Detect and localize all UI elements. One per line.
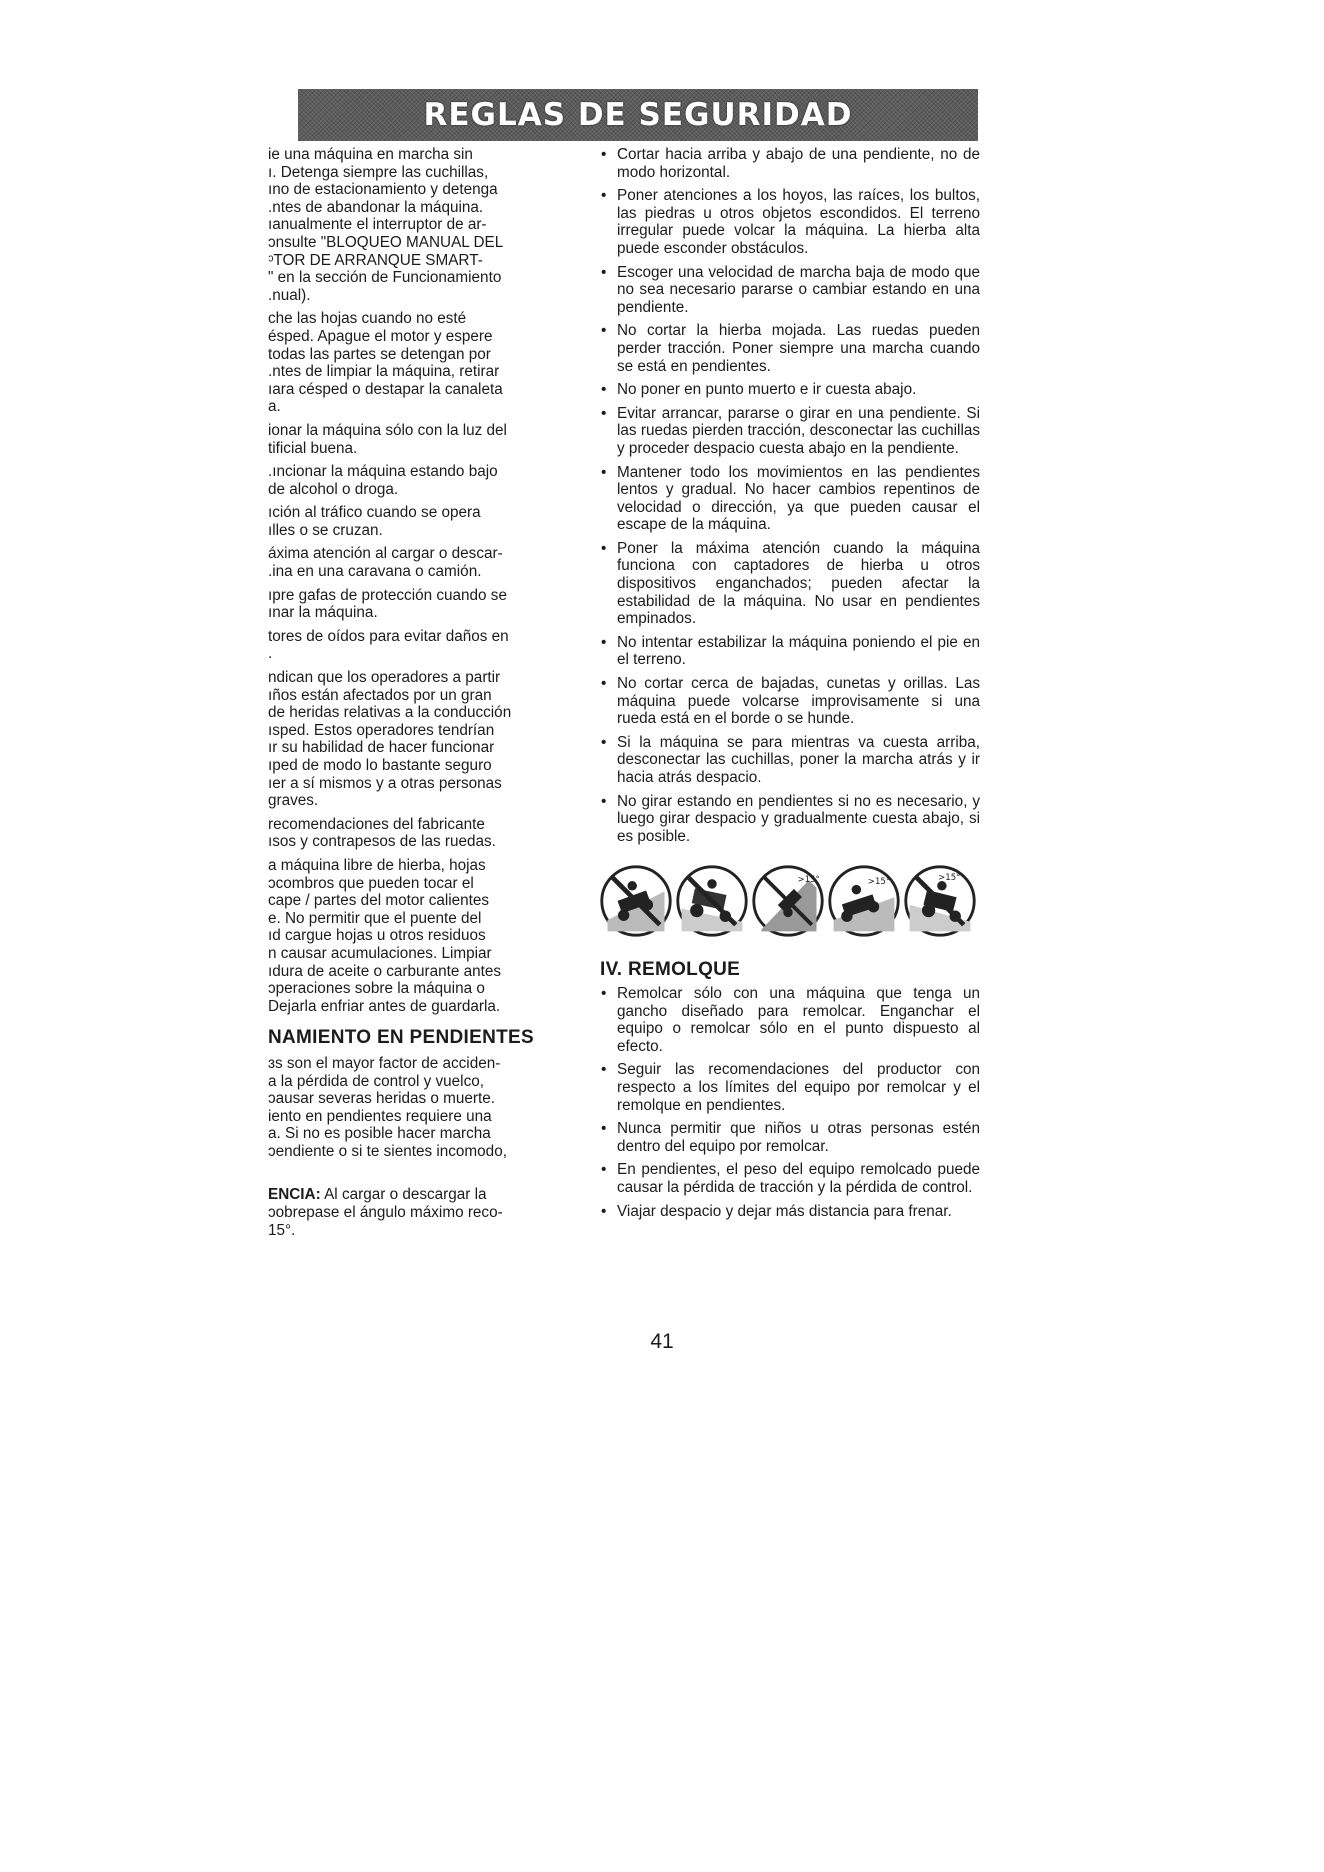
prohibited-mower-slope-icon-3 bbox=[902, 863, 978, 939]
left-paragraph-line: ésped. Apague el motor y espere bbox=[268, 327, 493, 345]
left-paragraph-line: ıños están afectados por un gran bbox=[268, 686, 492, 704]
slope-rule-item: • No cortar cerca de bajadas, cunetas y orillas. Las máquina puede volcarse improvisamente si una rueda está en el borde o se hunde. bbox=[600, 675, 980, 728]
icon-angle-label: >15° bbox=[938, 873, 961, 884]
left-paragraph-line: ıdura de aceite o carburante antes bbox=[268, 962, 502, 980]
left-paragraph-line: cape / partes del motor calientes bbox=[268, 892, 490, 910]
towing-rule-item: • Viajar despacio y dejar más distancia para frenar. bbox=[600, 1203, 980, 1221]
warning-paragraph bbox=[268, 1186, 576, 1239]
icon-angle-label: >15° bbox=[797, 875, 820, 886]
left-paragraph-line: ısos y contrapesos de las ruedas. bbox=[268, 833, 496, 851]
title-banner bbox=[298, 89, 978, 141]
slope-rule-item: • No intentar estabilizar la máquina poniendo el pie en el terreno. bbox=[600, 634, 980, 669]
towing-rule-item: • Nunca permitir que niños u otras personas estén dentro del equipo por remolcar. bbox=[600, 1120, 980, 1155]
slope-rule-item: • Mantener todo los movimientos en las pendientes lentos y gradual. No hacer cambios repentinos de velocidad o dirección, ya que pueden causar el escape de la máquina. bbox=[600, 464, 980, 534]
left-paragraph bbox=[268, 422, 576, 457]
left-paragraph-line: graves. bbox=[268, 792, 319, 810]
slopes-intro-line: ɔendiente o si te sientes incomodo, bbox=[268, 1142, 507, 1160]
left-paragraph-line: ıno de estacionamiento y detenga bbox=[268, 181, 498, 199]
left-paragraph-line: tores de oídos para evitar daños en bbox=[268, 627, 509, 645]
towing-rules-list bbox=[600, 985, 980, 1220]
left-paragraph bbox=[268, 669, 576, 810]
left-paragraph-line: n causar acumulaciones. Limpiar bbox=[268, 944, 492, 962]
left-paragraph bbox=[268, 146, 576, 304]
left-paragraph-line: ır su habilidad de hacer funcionar bbox=[268, 739, 495, 757]
left-paragraph-line: e. No permitir que el puente del bbox=[268, 909, 482, 927]
left-paragraph-line: Dejarla enfriar antes de guardarla. bbox=[268, 997, 501, 1015]
slopes-intro-paragraph bbox=[268, 1055, 576, 1161]
left-paragraph-line: ᵓTOR DE ARRANQUE SMART- bbox=[268, 251, 483, 269]
left-paragraph-line: ıped de modo lo bastante seguro bbox=[268, 757, 492, 774]
left-paragraph-line: ıción al tráfico cuando se opera bbox=[268, 504, 481, 522]
left-paragraph bbox=[268, 463, 576, 498]
page-number: 41 bbox=[650, 1330, 674, 1353]
left-paragraph bbox=[268, 857, 576, 1015]
slope-rule-item: • Cortar hacia arriba y abajo de una pendiente, no de modo horizontal. bbox=[600, 146, 980, 181]
icon-angle-label: >15° bbox=[867, 877, 891, 888]
slope-rule-item: • Evitar arrancar, pararse o girar en una pendiente. Si las ruedas pierden tracción, desconectar las cuchillas y proceder despacio cuesta abajo en la pendiente. bbox=[600, 405, 980, 458]
left-paragraph-line: de heridas relativas a la conducción bbox=[268, 704, 512, 722]
slope-rule-item: • Si la máquina se para mientras va cuesta arriba, desconectar las cuchillas, poner la marcha atrás y ir hacia atrás despacio. bbox=[600, 734, 980, 787]
left-paragraphs bbox=[268, 146, 576, 1015]
left-paragraph-line: ı. Detenga siempre las cuchillas, bbox=[268, 163, 489, 181]
left-paragraph bbox=[268, 628, 576, 663]
towing-section-title: IV. REMOLQUE bbox=[600, 959, 741, 981]
left-paragraph-line: de alcohol o droga. bbox=[268, 480, 399, 498]
prohibited-mower-slope-icon-2 bbox=[674, 863, 750, 939]
left-paragraph-line: a máquina libre de hierba, hojas bbox=[268, 856, 486, 874]
right-column bbox=[600, 146, 980, 1226]
slope-warning-icons bbox=[598, 851, 980, 951]
left-paragraph-line: ılles o se cruzan. bbox=[268, 521, 383, 539]
towing-rule-item: • Remolcar sólo con una máquina que tenga un gancho diseñado para remolcar. Enganchar el equipo o remolcar sólo en el punto dispuesto al efecto. bbox=[600, 985, 980, 1055]
warning-line: 15°. bbox=[268, 1221, 296, 1239]
left-paragraph-line: ıer a sí mismos y a otras personas bbox=[268, 774, 502, 792]
slopes-intro-line: ɔausar severas heridas o muerte. bbox=[268, 1090, 496, 1108]
left-paragraph bbox=[268, 545, 576, 580]
left-paragraph-line: ionar la máquina sólo con la luz del bbox=[268, 421, 507, 439]
slope-rule-item: • No poner en punto muerto e ir cuesta abajo. bbox=[600, 381, 980, 399]
left-paragraph-line: ɔnsulte "BLOQUEO MANUAL DEL bbox=[268, 233, 504, 251]
slopes-section-title: NAMIENTO EN PENDIENTES bbox=[268, 1027, 534, 1049]
page-title: REGLAS DE SEGURIDAD bbox=[423, 97, 853, 133]
left-paragraph-line: recomendaciones del fabricante bbox=[268, 815, 485, 833]
left-paragraph-line: todas las partes se detengan por bbox=[268, 345, 491, 363]
slopes-intro-line: a la pérdida de control y vuelco, bbox=[268, 1072, 484, 1090]
left-paragraph-line: tificial buena. bbox=[268, 439, 358, 457]
left-paragraph-line: ısped. Estos operadores tendrían bbox=[268, 721, 495, 739]
left-paragraph-line: ıanualmente el interruptor de ar- bbox=[268, 216, 487, 234]
left-paragraph bbox=[268, 816, 576, 851]
left-paragraph-line: . bbox=[268, 645, 273, 663]
left-paragraph-line: ndican que los operadores a partir bbox=[268, 669, 501, 687]
towing-rule-item: • Seguir las recomendaciones del productor con respecto a los límites del equipo por remolcar y el remolque en pendientes. bbox=[600, 1061, 980, 1114]
slope-rule-item: • No girar estando en pendientes si no es necesario, y luego girar despacio y gradualmente cuesta abajo, si es posible. bbox=[600, 793, 980, 846]
left-paragraph-line: áxima atención al cargar o descar- bbox=[268, 545, 503, 563]
left-paragraph-line: .ıncionar la máquina estando bajo bbox=[268, 463, 498, 481]
left-paragraph-line: ıpre gafas de protección cuando se bbox=[268, 586, 507, 604]
left-paragraph-line: ɔcombros que pueden tocar el bbox=[268, 874, 474, 892]
slope-rule-item: • No cortar la hierba mojada. Las ruedas pueden perder tracción. Poner siempre una marcha cuando se está en pendientes. bbox=[600, 322, 980, 375]
left-paragraph-line: .ntes de limpiar la máquina, retirar bbox=[268, 363, 500, 381]
left-paragraph-line: ınar la máquina. bbox=[268, 604, 378, 622]
slopes-intro-line: ɜs son el mayor factor de acciden- bbox=[268, 1054, 501, 1072]
left-paragraph-line: ıd cargue hojas u otros residuos bbox=[268, 927, 486, 945]
warning-line: Al cargar o descargar la bbox=[320, 1186, 487, 1204]
left-paragraph-line: .ina en una caravana o camión. bbox=[268, 563, 482, 581]
slopes-intro-line: iento en pendientes requiere una bbox=[268, 1107, 492, 1125]
warning-label: ENCIA: bbox=[268, 1186, 321, 1204]
warning-line: ɔobrepase el ángulo máximo reco- bbox=[268, 1204, 503, 1222]
left-paragraph-line: a. bbox=[268, 398, 281, 416]
left-paragraph-line: " en la sección de Funcionamiento bbox=[268, 269, 502, 287]
left-paragraph-line: che las hojas cuando no esté bbox=[268, 310, 467, 328]
slope-rule-item: • Poner atenciones a los hoyos, las raíces, los bultos, las piedras u otros objetos escondidos. El terreno irregular puede volcar la máquina. La hierba alta puede esconder obstáculos. bbox=[600, 187, 980, 257]
left-paragraph bbox=[268, 310, 576, 416]
left-paragraph bbox=[268, 587, 576, 622]
left-paragraph-line: ɔperaciones sobre la máquina o bbox=[268, 980, 485, 998]
left-paragraph-line: ie una máquina en marcha sin bbox=[268, 146, 473, 163]
prohibited-mower-slope-icon-1 bbox=[598, 863, 674, 939]
left-paragraph-line: ıara césped o destapar la canaleta bbox=[268, 380, 503, 398]
left-column bbox=[268, 146, 576, 1245]
slope-rule-item: • Poner la máxima atención cuando la máquina funciona con captadores de hierba u otros dispositivos enganchados; pueden afectar la estabilidad de la máquina. No usar en pendientes empinados. bbox=[600, 540, 980, 628]
towing-rule-item: • En pendientes, el peso del equipo remolcado puede causar la pérdida de tracción y la pérdida de control. bbox=[600, 1161, 980, 1196]
slope-angle-warning-icon bbox=[750, 863, 826, 939]
slope-rule-item: • Escoger una velocidad de marcha baja de modo que no sea necesario pararse o cambiar estando en una pendiente. bbox=[600, 264, 980, 317]
left-paragraph bbox=[268, 504, 576, 539]
mower-on-slope-icon bbox=[826, 863, 902, 939]
left-paragraph-line: .nual). bbox=[268, 286, 311, 304]
slopes-intro-line: a. Si no es posible hacer marcha bbox=[268, 1125, 491, 1143]
slope-rules-list bbox=[600, 146, 980, 845]
left-paragraph-line: .ntes de abandonar la máquina. bbox=[268, 198, 484, 216]
